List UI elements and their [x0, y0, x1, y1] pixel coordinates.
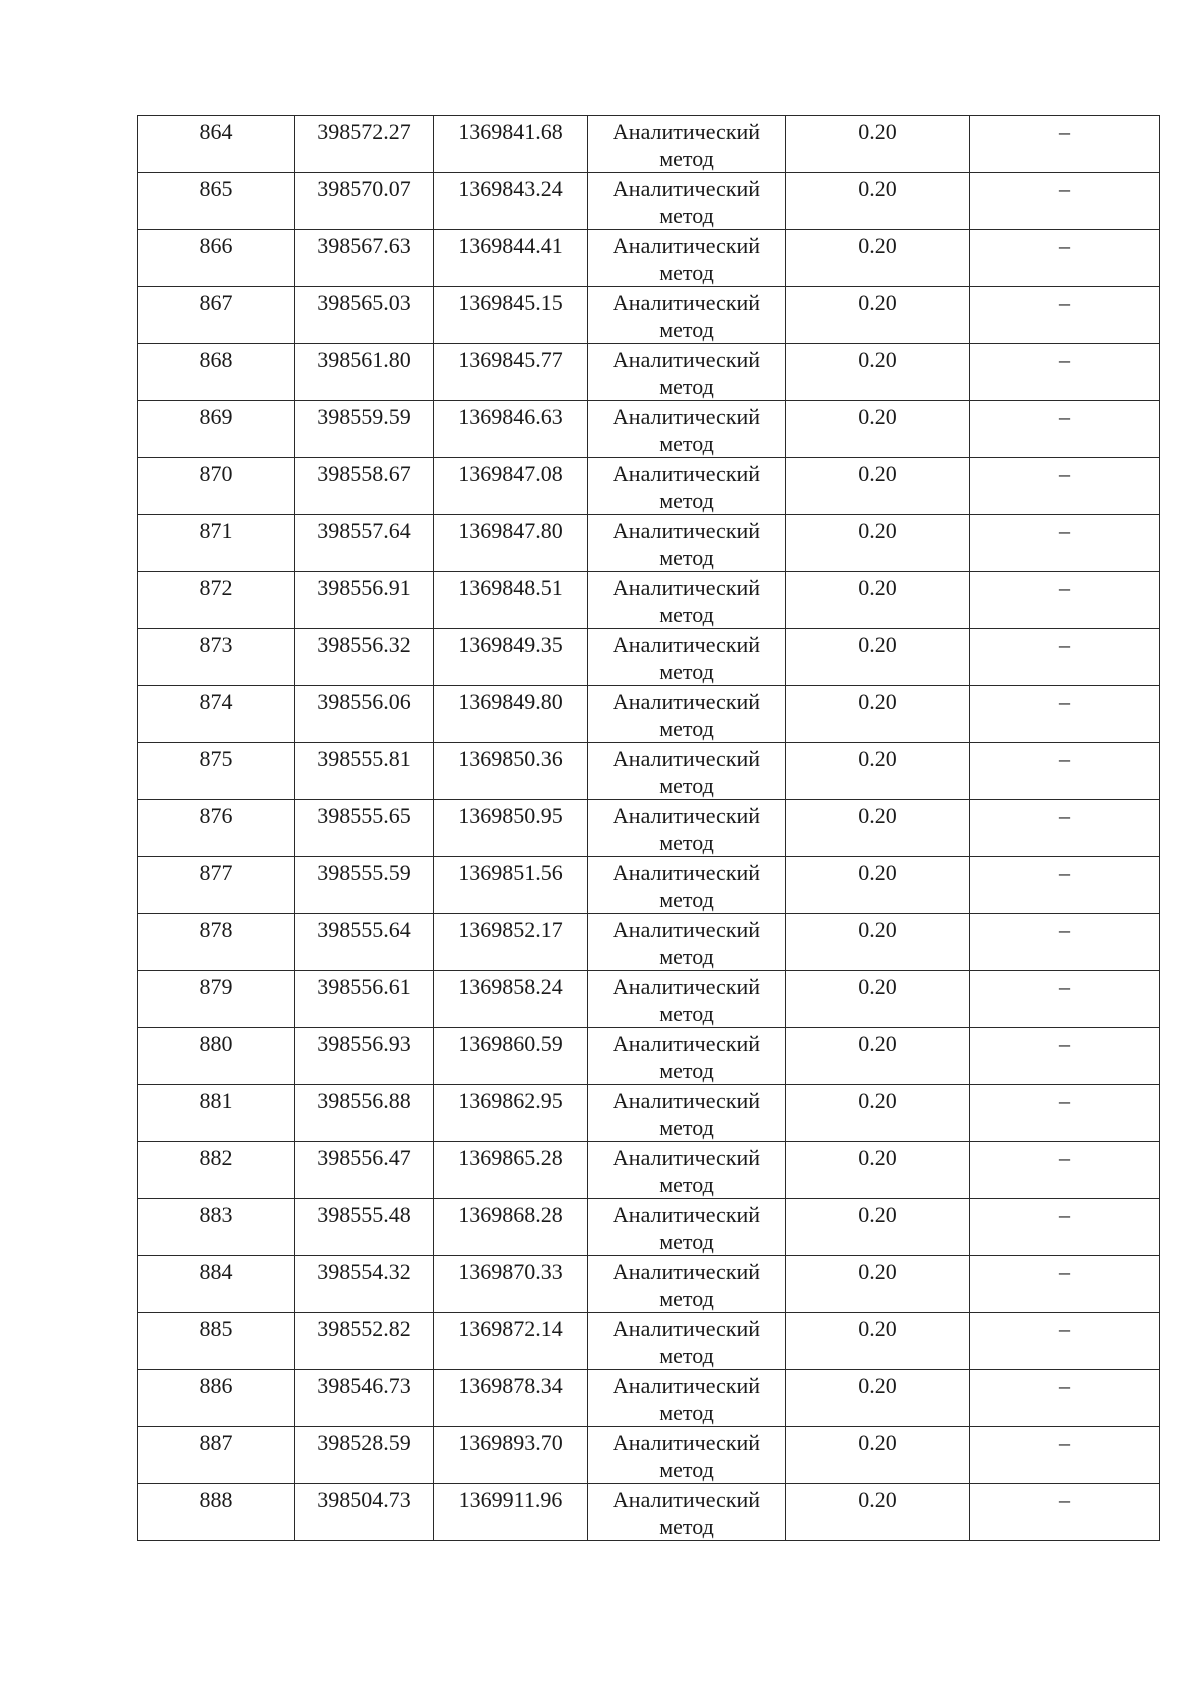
point-number-cell: 869: [138, 401, 295, 458]
description-cell: –: [970, 1370, 1160, 1427]
description-cell: –: [970, 515, 1160, 572]
table-row: [138, 1028, 1160, 1085]
description-cell: –: [970, 914, 1160, 971]
accuracy-cell: 0.20: [786, 287, 970, 344]
description-cell: –: [970, 1484, 1160, 1541]
accuracy-cell: 0.20: [786, 914, 970, 971]
x-coordinate-cell: 398555.65: [295, 800, 434, 857]
method-cell: Аналитический метод: [588, 1085, 786, 1142]
method-cell: Аналитический метод: [588, 230, 786, 287]
table-row: [138, 1484, 1160, 1541]
table-row: [138, 572, 1160, 629]
point-number-cell: 888: [138, 1484, 295, 1541]
x-coordinate-cell: 398565.03: [295, 287, 434, 344]
method-cell: Аналитический метод: [588, 401, 786, 458]
table-row: [138, 401, 1160, 458]
method-cell: Аналитический метод: [588, 572, 786, 629]
x-coordinate-cell: 398556.32: [295, 629, 434, 686]
accuracy-cell: 0.20: [786, 800, 970, 857]
y-coordinate-cell: 1369852.17: [434, 914, 588, 971]
point-number-cell: 883: [138, 1199, 295, 1256]
x-coordinate-cell: 398556.06: [295, 686, 434, 743]
accuracy-cell: 0.20: [786, 173, 970, 230]
accuracy-cell: 0.20: [786, 515, 970, 572]
table-row: [138, 1256, 1160, 1313]
x-coordinate-cell: 398570.07: [295, 173, 434, 230]
x-coordinate-cell: 398572.27: [295, 116, 434, 173]
table-row: [138, 1370, 1160, 1427]
accuracy-cell: 0.20: [786, 1085, 970, 1142]
point-number-cell: 874: [138, 686, 295, 743]
x-coordinate-cell: 398556.88: [295, 1085, 434, 1142]
x-coordinate-cell: 398555.48: [295, 1199, 434, 1256]
x-coordinate-cell: 398557.64: [295, 515, 434, 572]
point-number-cell: 878: [138, 914, 295, 971]
description-cell: –: [970, 1028, 1160, 1085]
table-row: [138, 1427, 1160, 1484]
y-coordinate-cell: 1369841.68: [434, 116, 588, 173]
description-cell: –: [970, 743, 1160, 800]
x-coordinate-cell: 398552.82: [295, 1313, 434, 1370]
point-number-cell: 884: [138, 1256, 295, 1313]
accuracy-cell: 0.20: [786, 230, 970, 287]
point-number-cell: 867: [138, 287, 295, 344]
coordinates-table: [137, 115, 1160, 1541]
table-row: [138, 971, 1160, 1028]
description-cell: –: [970, 971, 1160, 1028]
point-number-cell: 872: [138, 572, 295, 629]
x-coordinate-cell: 398504.73: [295, 1484, 434, 1541]
coordinates-table-body: [138, 116, 1160, 1541]
accuracy-cell: 0.20: [786, 1028, 970, 1085]
y-coordinate-cell: 1369849.80: [434, 686, 588, 743]
y-coordinate-cell: 1369865.28: [434, 1142, 588, 1199]
description-cell: –: [970, 1313, 1160, 1370]
accuracy-cell: 0.20: [786, 1370, 970, 1427]
y-coordinate-cell: 1369846.63: [434, 401, 588, 458]
table-row: [138, 1313, 1160, 1370]
x-coordinate-cell: 398555.64: [295, 914, 434, 971]
description-cell: –: [970, 344, 1160, 401]
description-cell: –: [970, 116, 1160, 173]
description-cell: –: [970, 401, 1160, 458]
table-row: [138, 458, 1160, 515]
y-coordinate-cell: 1369849.35: [434, 629, 588, 686]
accuracy-cell: 0.20: [786, 971, 970, 1028]
description-cell: –: [970, 1199, 1160, 1256]
accuracy-cell: 0.20: [786, 629, 970, 686]
method-cell: Аналитический метод: [588, 1427, 786, 1484]
y-coordinate-cell: 1369847.08: [434, 458, 588, 515]
y-coordinate-cell: 1369878.34: [434, 1370, 588, 1427]
point-number-cell: 886: [138, 1370, 295, 1427]
method-cell: Аналитический метод: [588, 686, 786, 743]
y-coordinate-cell: 1369893.70: [434, 1427, 588, 1484]
method-cell: Аналитический метод: [588, 287, 786, 344]
method-cell: Аналитический метод: [588, 458, 786, 515]
method-cell: Аналитический метод: [588, 743, 786, 800]
point-number-cell: 876: [138, 800, 295, 857]
method-cell: Аналитический метод: [588, 116, 786, 173]
accuracy-cell: 0.20: [786, 116, 970, 173]
accuracy-cell: 0.20: [786, 1484, 970, 1541]
y-coordinate-cell: 1369862.95: [434, 1085, 588, 1142]
description-cell: –: [970, 458, 1160, 515]
table-row: [138, 914, 1160, 971]
accuracy-cell: 0.20: [786, 743, 970, 800]
method-cell: Аналитический метод: [588, 515, 786, 572]
point-number-cell: 866: [138, 230, 295, 287]
x-coordinate-cell: 398559.59: [295, 401, 434, 458]
table-row: [138, 857, 1160, 914]
point-number-cell: 877: [138, 857, 295, 914]
description-cell: –: [970, 1085, 1160, 1142]
method-cell: Аналитический метод: [588, 173, 786, 230]
point-number-cell: 873: [138, 629, 295, 686]
x-coordinate-cell: 398554.32: [295, 1256, 434, 1313]
description-cell: –: [970, 857, 1160, 914]
point-number-cell: 885: [138, 1313, 295, 1370]
description-cell: –: [970, 173, 1160, 230]
table-row: [138, 800, 1160, 857]
point-number-cell: 887: [138, 1427, 295, 1484]
x-coordinate-cell: 398567.63: [295, 230, 434, 287]
y-coordinate-cell: 1369848.51: [434, 572, 588, 629]
point-number-cell: 871: [138, 515, 295, 572]
table-row: [138, 1199, 1160, 1256]
point-number-cell: 865: [138, 173, 295, 230]
description-cell: –: [970, 686, 1160, 743]
table-row: [138, 230, 1160, 287]
y-coordinate-cell: 1369844.41: [434, 230, 588, 287]
method-cell: Аналитический метод: [588, 1199, 786, 1256]
point-number-cell: 882: [138, 1142, 295, 1199]
accuracy-cell: 0.20: [786, 686, 970, 743]
y-coordinate-cell: 1369845.77: [434, 344, 588, 401]
method-cell: Аналитический метод: [588, 914, 786, 971]
method-cell: Аналитический метод: [588, 1142, 786, 1199]
point-number-cell: 880: [138, 1028, 295, 1085]
point-number-cell: 864: [138, 116, 295, 173]
description-cell: –: [970, 1256, 1160, 1313]
table-row: [138, 686, 1160, 743]
table-row: [138, 173, 1160, 230]
method-cell: Аналитический метод: [588, 857, 786, 914]
y-coordinate-cell: 1369860.59: [434, 1028, 588, 1085]
method-cell: Аналитический метод: [588, 344, 786, 401]
y-coordinate-cell: 1369870.33: [434, 1256, 588, 1313]
y-coordinate-cell: 1369872.14: [434, 1313, 588, 1370]
point-number-cell: 879: [138, 971, 295, 1028]
description-cell: –: [970, 800, 1160, 857]
y-coordinate-cell: 1369845.15: [434, 287, 588, 344]
point-number-cell: 881: [138, 1085, 295, 1142]
method-cell: Аналитический метод: [588, 800, 786, 857]
y-coordinate-cell: 1369851.56: [434, 857, 588, 914]
description-cell: –: [970, 1427, 1160, 1484]
table-row: [138, 116, 1160, 173]
x-coordinate-cell: 398546.73: [295, 1370, 434, 1427]
table-row: [138, 1085, 1160, 1142]
method-cell: Аналитический метод: [588, 1256, 786, 1313]
accuracy-cell: 0.20: [786, 458, 970, 515]
y-coordinate-cell: 1369911.96: [434, 1484, 588, 1541]
accuracy-cell: 0.20: [786, 1142, 970, 1199]
x-coordinate-cell: 398556.93: [295, 1028, 434, 1085]
accuracy-cell: 0.20: [786, 401, 970, 458]
method-cell: Аналитический метод: [588, 1028, 786, 1085]
table-row: [138, 743, 1160, 800]
y-coordinate-cell: 1369858.24: [434, 971, 588, 1028]
accuracy-cell: 0.20: [786, 1199, 970, 1256]
table-row: [138, 515, 1160, 572]
description-cell: –: [970, 572, 1160, 629]
method-cell: Аналитический метод: [588, 1484, 786, 1541]
x-coordinate-cell: 398528.59: [295, 1427, 434, 1484]
x-coordinate-cell: 398555.81: [295, 743, 434, 800]
method-cell: Аналитический метод: [588, 1370, 786, 1427]
x-coordinate-cell: 398558.67: [295, 458, 434, 515]
y-coordinate-cell: 1369850.36: [434, 743, 588, 800]
table-row: [138, 1142, 1160, 1199]
x-coordinate-cell: 398561.80: [295, 344, 434, 401]
x-coordinate-cell: 398556.47: [295, 1142, 434, 1199]
method-cell: Аналитический метод: [588, 629, 786, 686]
x-coordinate-cell: 398555.59: [295, 857, 434, 914]
accuracy-cell: 0.20: [786, 857, 970, 914]
table-row: [138, 629, 1160, 686]
x-coordinate-cell: 398556.61: [295, 971, 434, 1028]
accuracy-cell: 0.20: [786, 572, 970, 629]
accuracy-cell: 0.20: [786, 1427, 970, 1484]
accuracy-cell: 0.20: [786, 344, 970, 401]
y-coordinate-cell: 1369847.80: [434, 515, 588, 572]
point-number-cell: 870: [138, 458, 295, 515]
method-cell: Аналитический метод: [588, 971, 786, 1028]
y-coordinate-cell: 1369868.28: [434, 1199, 588, 1256]
description-cell: –: [970, 287, 1160, 344]
table-row: [138, 344, 1160, 401]
method-cell: Аналитический метод: [588, 1313, 786, 1370]
y-coordinate-cell: 1369850.95: [434, 800, 588, 857]
accuracy-cell: 0.20: [786, 1256, 970, 1313]
point-number-cell: 868: [138, 344, 295, 401]
description-cell: –: [970, 230, 1160, 287]
point-number-cell: 875: [138, 743, 295, 800]
description-cell: –: [970, 629, 1160, 686]
table-row: [138, 287, 1160, 344]
x-coordinate-cell: 398556.91: [295, 572, 434, 629]
accuracy-cell: 0.20: [786, 1313, 970, 1370]
y-coordinate-cell: 1369843.24: [434, 173, 588, 230]
description-cell: –: [970, 1142, 1160, 1199]
